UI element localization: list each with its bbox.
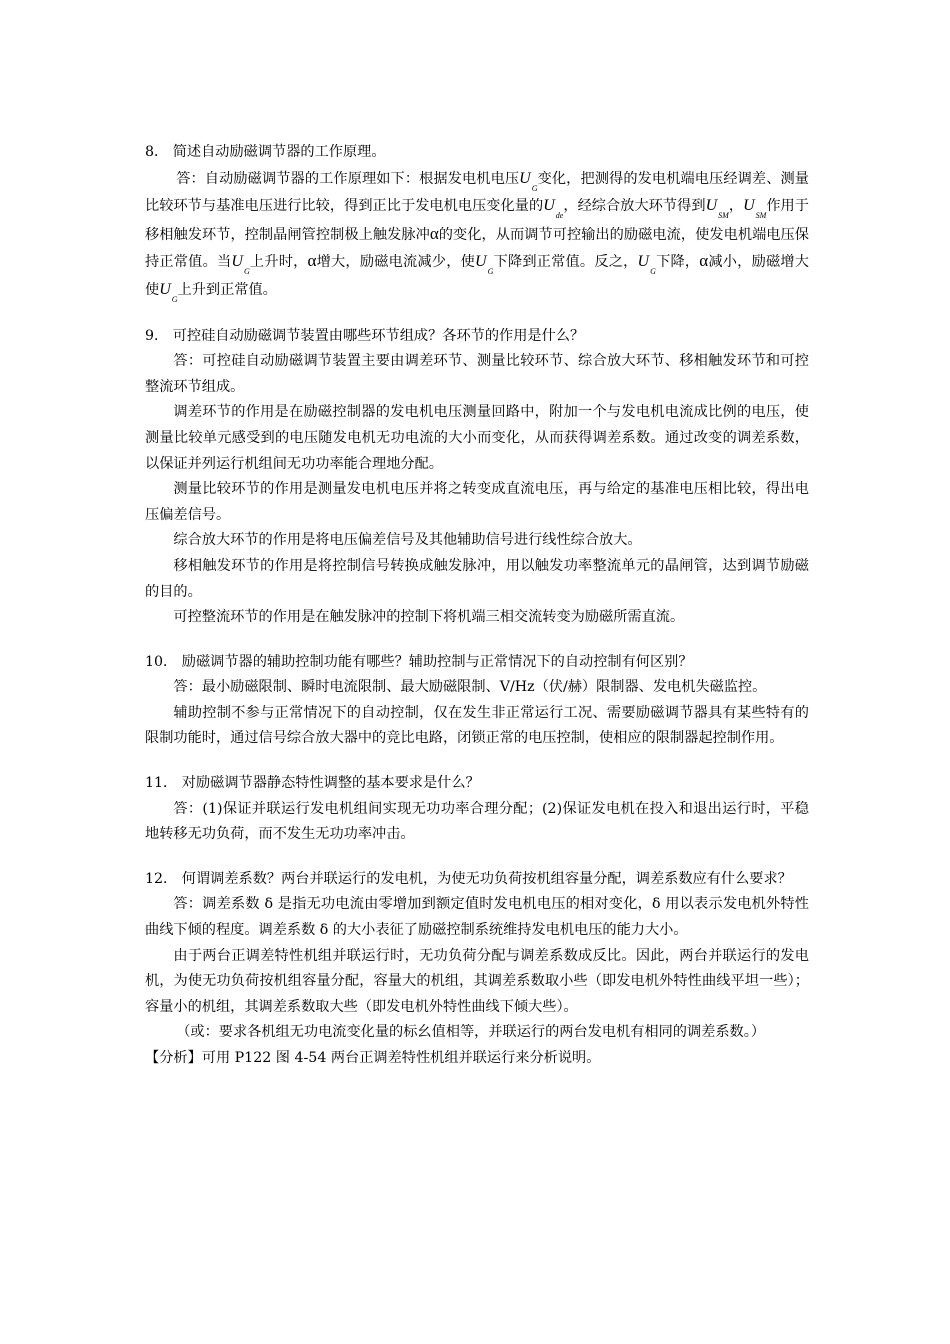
answer-paragraph: 可控整流环节的作用是在触发脉冲的控制下将机端三相交流转变为励磁所需直流。 (173, 609, 685, 626)
symbol-u: U (637, 253, 650, 271)
analysis-note: 【分析】可用 P122 图 4-54 两台正调差特性机组并联运行来分析说明。 (145, 1050, 601, 1066)
symbol-u: U (475, 253, 487, 271)
subscript-g: G (487, 267, 494, 277)
symbol-u: U (231, 253, 243, 271)
symbol-u: U (159, 280, 171, 298)
symbol-u: U (743, 197, 755, 215)
answer-8: 答：自动励磁调节器的工作原理如下：根据发电机电压$U_G$变化，把测得的发电机端电压经调差、测量比较环节与基准电压进行比较，得到正比于发电机电压变化量的$U_{de}$，经综合放大环节得到$U_{SM}$，$U_{SM}$作用于移相触发环节，控制晶闸管控制极上触发脉冲α的变化，从而调节可控输出的励磁电流，使发电机端电压保持正常值。当$U_G$上升时，α增大，励磁电流减少，使$U_G$下降到正常值。反之，$U_G$下降，α减小，励磁增大使$U_G$上升到正常值。 (145, 169, 809, 304)
subscript-sm: SM (718, 211, 729, 221)
answer-paragraph: 答：可控硅自动励磁调节装置主要由调差环节、测量比较环节、综合放大环节、移相触发环节和可控整流环节组成。 (145, 353, 809, 395)
answer-paragraph: 答：(1)保证并联运行发电机组间实现无功功率合理分配；(2)保证发电机在投入和退出运行时，平稳地转移无功负荷，而不发生无功功率冲击。 (145, 800, 809, 843)
answer-paragraph: 移相触发环节的作用是将控制信号转换成触发脉冲，用以触发功率整流单元的晶闸管，达到调节励磁的目的。 (145, 557, 809, 600)
spacer (145, 752, 809, 771)
subscript-de: de (555, 211, 564, 221)
question-11: 11． 对励磁调节器静态特性调整的基本要求是什么？ (145, 775, 480, 792)
document-body (145, 140, 809, 1072)
symbol-u: U (519, 169, 531, 187)
symbol-alpha: α (699, 251, 709, 271)
symbol-alpha: α (429, 223, 439, 243)
answer-paragraph: 答：调差系数 δ 是指无功电流由零增加到额定值时发电机电压的相对变化，δ 用以表示发电机外特性曲线下倾的程度。调差系数 δ 的大小表征了励磁控制系统维持发电机电压的能力大小。 (145, 896, 809, 939)
symbol-u: U (705, 197, 718, 215)
subscript-g: G (243, 267, 250, 277)
symbol-alpha: α (307, 251, 317, 271)
question-9: 9． 可控硅自动励磁调节装置由哪些环节组成？各环节的作用是什么？ (145, 327, 585, 344)
answer-paragraph: 由于两台正调差特性机组并联运行时，无功负荷分配与调差系数成反比。因此，两台并联运行的发电机，为使无功负荷按机组容量分配，容量大的机组，其调差系数取小些（即发电机外特性曲线平坦一些）；容量小的机组，其调差系数取大些（即发电机外特性曲线下倾大些）。 (145, 947, 809, 1015)
spacer (145, 305, 809, 324)
answer-paragraph: 调差环节的作用是在励磁控制器的发电机电压测量回路中，附加一个与发电机电流成比例的电压，使测量比较单元感受到的电压随发电机无功电流的大小而变化，从而获得调差系数。通过改变的调差系数，以保证并列运行机组间无功功率能合理地分配。 (145, 404, 809, 472)
subscript-g: G (531, 183, 538, 193)
question-8: 8． 简述自动励磁调节器的工作原理。 (145, 144, 386, 160)
answer-paragraph: 测量比较环节的作用是测量发电机电压并将之转变成直流电压，再与给定的基准电压相比较，得出电压偏差信号。 (145, 481, 809, 523)
question-10: 10． 励磁调节器的辅助控制功能有哪些？辅助控制与正常情况下的自动控制有何区别？ (145, 653, 693, 670)
answer-paragraph: 答：最小励磁限制、瞬时电流限制、最大励磁限制、V/Hz（伏/赫）限制器、发电机失磁监控。 (173, 679, 767, 696)
symbol-u: U (543, 197, 555, 215)
spacer (145, 631, 809, 650)
spacer (145, 848, 809, 867)
answer-paragraph: 辅助控制不参与正常情况下的自动控制，仅在发生非正常运行工况、需要励磁调节器具有某些特有的限制功能时，通过信号综合放大器中的竞比电路，闭锁正常的电压控制，使相应的限制器起控制作用。 (145, 704, 809, 747)
subscript-g: G (171, 294, 178, 304)
subscript-g: G (650, 267, 656, 277)
question-12: 12． 何谓调差系数？两台并联运行的发电机，为使无功负荷按机组容量分配，调差系数应有什么要求？ (145, 870, 792, 887)
answer-paragraph: （或：要求各机组无功电流变化量的标幺值相等，并联运行的两台发电机有相同的调差系数。） (176, 1024, 766, 1041)
answer-paragraph: 综合放大环节的作用是将电压偏差信号及其他辅助信号进行线性综合放大。 (173, 532, 642, 549)
subscript-sm: SM (755, 211, 767, 221)
